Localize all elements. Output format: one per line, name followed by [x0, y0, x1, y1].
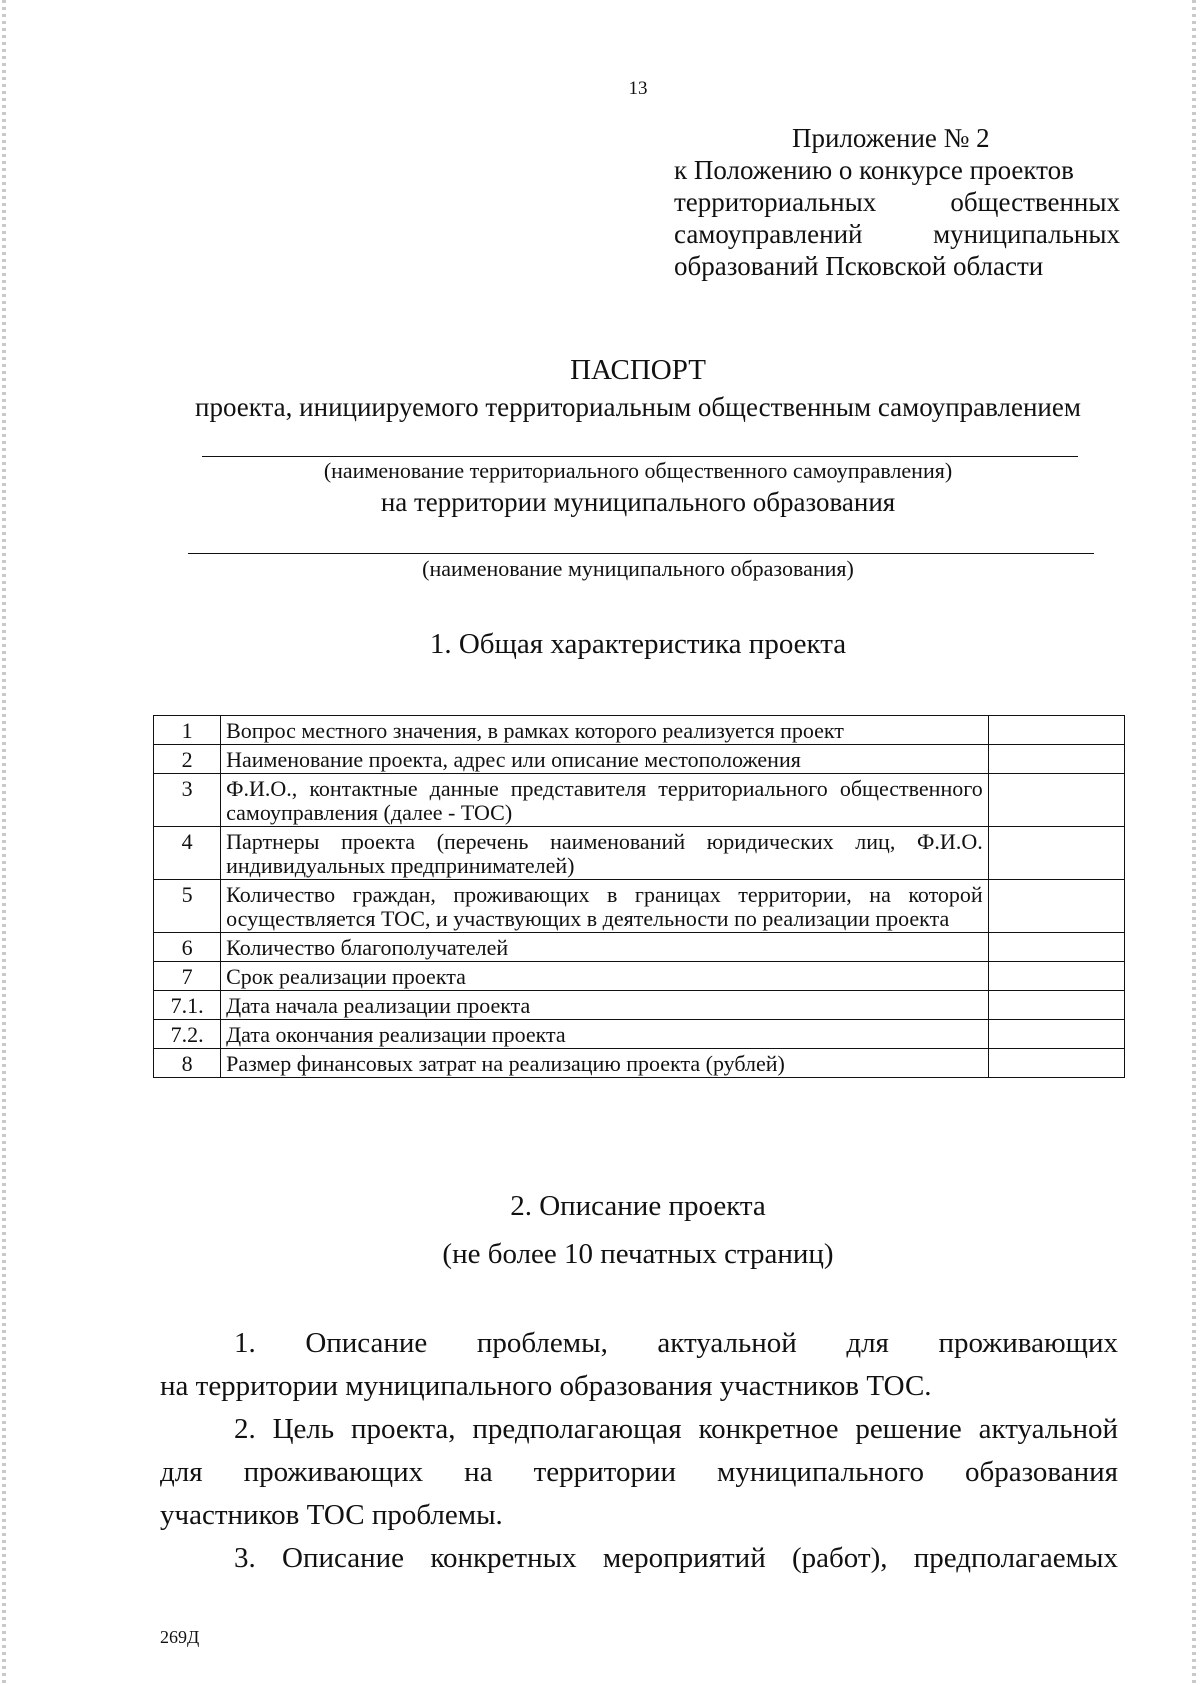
row-number-cell: 3 [154, 774, 221, 827]
paragraph-line: для проживающих на территории муниципального образования [160, 1456, 1118, 1488]
passport-subtitle: проекта, инициируемого территориальным общественным самоуправлением [195, 392, 1081, 422]
row-number-cell: 7 [154, 962, 221, 991]
table-row [154, 962, 1125, 991]
section2-note: (не более 10 печатных страниц) [442, 1238, 834, 1270]
mo-name-caption: (наименование муниципального образования) [422, 556, 854, 581]
section2-heading: 2. Описание проекта [510, 1190, 766, 1222]
row-description-cell: Ф.И.О., контактные данные представителя территориального общественного самоуправления (далее - ТОС) [221, 774, 989, 827]
table-row [154, 827, 1125, 880]
table-row [154, 745, 1125, 774]
table-row [154, 991, 1125, 1020]
row-value-cell [988, 745, 1124, 774]
row-number-cell: 7.1. [154, 991, 221, 1020]
appendix-title: Приложение № 2 [792, 123, 990, 153]
territory-line: на территории муниципального образования [380, 487, 896, 517]
row-description-cell: Размер финансовых затрат на реализацию проекта (рублей) [221, 1049, 989, 1078]
row-value-cell [988, 991, 1124, 1020]
row-number-cell: 5 [154, 880, 221, 933]
row-value-cell [988, 880, 1124, 933]
table-body [154, 716, 1125, 1078]
row-value-cell [988, 1020, 1124, 1049]
row-value-cell [988, 716, 1124, 745]
row-number-cell: 7.2. [154, 1020, 221, 1049]
table-row [154, 933, 1125, 962]
row-value-cell [988, 933, 1124, 962]
row-value-cell [988, 1049, 1124, 1078]
page-number: 13 [628, 78, 648, 99]
appendix-line: самоуправлений муниципальных [674, 219, 1120, 249]
paragraph-line: 2. Цель проекта, предполагающая конкретное решение актуальной [234, 1413, 1118, 1445]
description-paragraph-3 [160, 1537, 1118, 1580]
tos-name-fill-line [202, 456, 1078, 457]
row-number-cell: 6 [154, 933, 221, 962]
project-characteristics-table [153, 715, 1125, 1078]
scan-edge-left [2, 0, 6, 1686]
row-value-cell [988, 827, 1124, 880]
mo-name-fill-line [188, 553, 1094, 554]
appendix-line: к Положению о конкурсе проектов [674, 155, 1074, 185]
row-description-cell: Дата окончания реализации проекта [221, 1020, 989, 1049]
paragraph-line: на территории муниципального образования участников ТОС. [160, 1370, 932, 1402]
row-description-cell: Количество граждан, проживающих в границах территории, на которой осуществляется ТОС, и участвующих в деятельности по реализации проекта [221, 880, 989, 933]
appendix-line: территориальных общественных [674, 187, 1120, 217]
row-description-cell: Партнеры проекта (перечень наименований юридических лиц, Ф.И.О. индивидуальных предпринимателей) [221, 827, 989, 880]
paragraph-line: участников ТОС проблемы. [160, 1499, 503, 1531]
description-paragraph-2 [160, 1408, 1118, 1537]
paragraph-line: 1. Описание проблемы, актуальной для проживающих [234, 1327, 1118, 1359]
paragraph-line: 3. Описание конкретных мероприятий (работ), предполагаемых [234, 1542, 1118, 1574]
row-number-cell: 8 [154, 1049, 221, 1078]
document-code: 269Д [160, 1627, 200, 1647]
row-value-cell [988, 774, 1124, 827]
table-row [154, 1020, 1125, 1049]
passport-title: ПАСПОРТ [570, 354, 706, 386]
row-number-cell: 2 [154, 745, 221, 774]
row-description-cell: Дата начала реализации проекта [221, 991, 989, 1020]
row-number-cell: 4 [154, 827, 221, 880]
row-description-cell: Срок реализации проекта [221, 962, 989, 991]
scan-edge-right [1192, 0, 1196, 1686]
row-number-cell: 1 [154, 716, 221, 745]
row-description-cell: Наименование проекта, адрес или описание местоположения [221, 745, 989, 774]
tos-name-caption: (наименование территориального общественного самоуправления) [323, 458, 953, 483]
table-row [154, 880, 1125, 933]
table-row [154, 716, 1125, 745]
table-row [154, 774, 1125, 827]
row-description-cell: Количество благополучателей [221, 933, 989, 962]
row-description-cell: Вопрос местного значения, в рамках которого реализуется проект [221, 716, 989, 745]
appendix-line: образований Псковской области [674, 251, 1044, 281]
table-row [154, 1049, 1125, 1078]
section1-heading: 1. Общая характеристика проекта [429, 628, 847, 660]
description-paragraph-1 [160, 1322, 1118, 1408]
row-value-cell [988, 962, 1124, 991]
appendix-header [674, 122, 1120, 282]
